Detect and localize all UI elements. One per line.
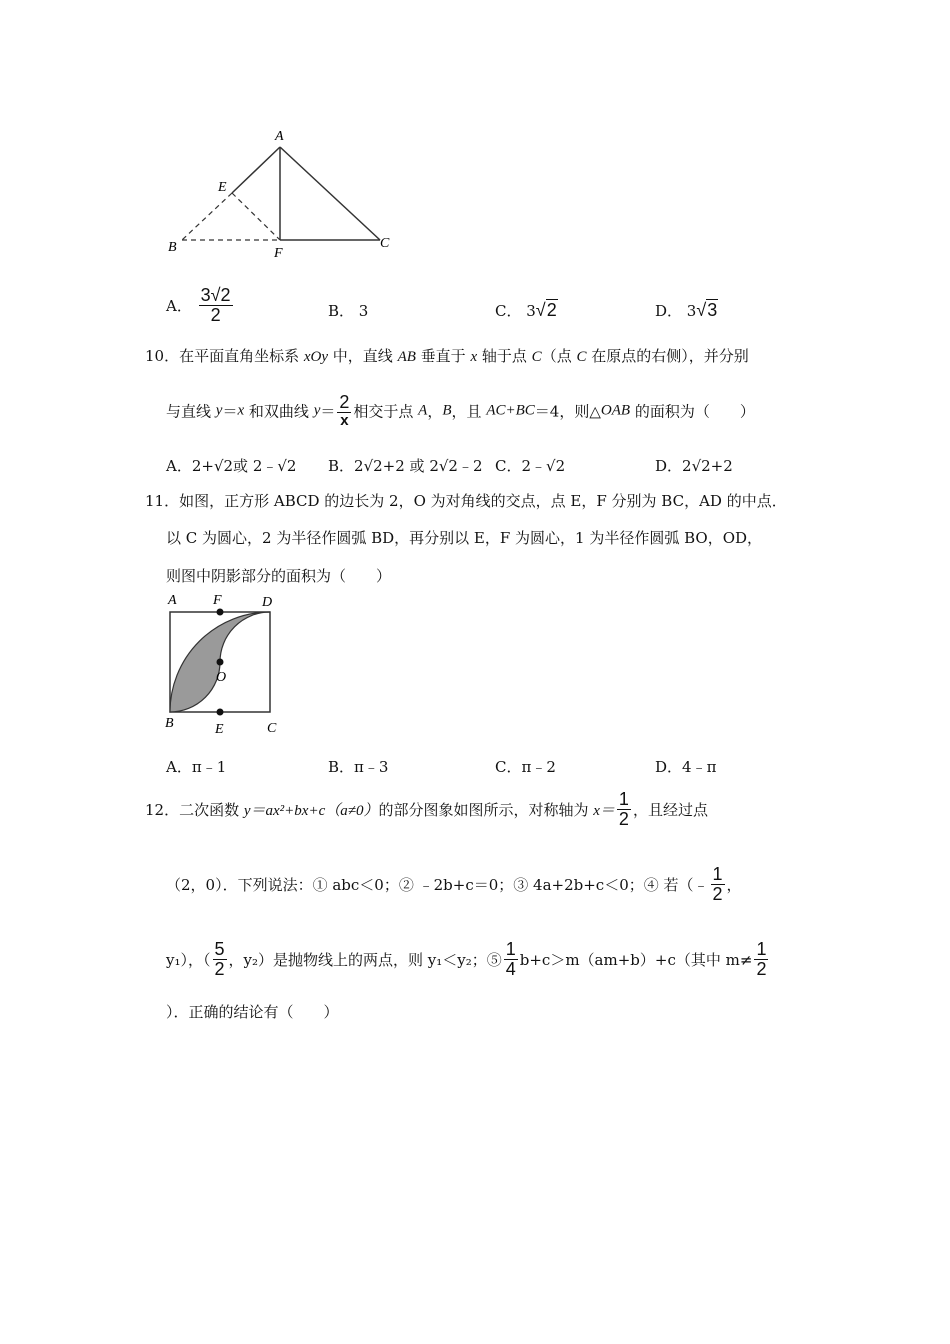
question-number: 10． [145, 347, 180, 365]
text: ，y₂）是抛物线上的两点，则 y₁＜y₂；⑤ [228, 950, 502, 969]
math: OAB [600, 402, 631, 419]
denominator: 2 [214, 958, 225, 979]
q9-option-a [166, 286, 235, 325]
q9-option-b: B． 3 [328, 302, 369, 320]
text: 垂直于 [415, 347, 471, 365]
text: 与直线 [166, 402, 216, 421]
q11-option-a: A．π﹣1 [166, 758, 227, 776]
q12-line-3 [166, 940, 770, 979]
q9-option-d-label: D． 3 [655, 302, 697, 320]
denominator: 4 [505, 958, 516, 979]
label-C: C [267, 721, 277, 736]
denominator: 2 [756, 958, 767, 979]
text: （点 [541, 347, 577, 365]
fraction [504, 940, 518, 979]
math: y [215, 402, 223, 419]
label-B: B [165, 716, 174, 731]
text: 的部分图象如图所示，对称轴为 [378, 800, 594, 819]
text: 在平面直角坐标系 [179, 347, 304, 365]
text: 12．二次函数 [145, 800, 244, 819]
square-arc-figure [160, 590, 290, 740]
sqrt-symbol: √ [696, 300, 707, 320]
q11-line-1: 11．如图，正方形 ABCD 的边长为 2，O 为对角线的交点，点 E，F 分别为 BC，AD 的中点． [145, 492, 787, 510]
text: 在原点的右侧），并分别 [586, 347, 749, 365]
label-C: C [380, 236, 390, 251]
math: y [313, 402, 321, 419]
fraction [754, 940, 768, 979]
label-F: F [274, 246, 283, 261]
text: ＝4，则△ [534, 402, 601, 421]
text: ， [427, 402, 443, 421]
q10-option-a: A．2+√2或 2﹣√2 [166, 457, 297, 475]
text: b+c＞m（am+b）+c（其中 m≠ [519, 950, 753, 969]
q9-option-d [655, 300, 718, 321]
denominator: 2 [712, 883, 723, 904]
math: AC+BC [486, 402, 535, 419]
q9-option-a-label: A． [166, 296, 192, 315]
q11-option-d: D．4﹣π [655, 758, 717, 776]
label-E: E [215, 722, 224, 737]
text: ， [726, 875, 742, 894]
math: x [470, 349, 478, 365]
numerator: 1 [505, 939, 516, 959]
q9-option-a-fraction [199, 286, 233, 325]
math: y＝ax²+bx+c（a≠0） [243, 802, 379, 819]
text: 的面积为（ ） [630, 402, 755, 421]
numerator: 1 [712, 864, 723, 884]
text: 相交于点 [353, 402, 419, 421]
text: y₁），（ [166, 950, 211, 969]
q12-line-4: ）．正确的结论有（ ） [166, 1003, 339, 1021]
numerator: 1 [618, 789, 629, 809]
q9-option-a-numerator: 3√2 [200, 285, 231, 305]
text: ，且经过点 [632, 800, 708, 819]
math: x＝ [593, 802, 615, 819]
text: ＝ [320, 402, 336, 421]
math: AB [397, 349, 416, 365]
q10-line-2 [166, 393, 755, 429]
math: A [418, 402, 428, 419]
q11-line-3: 则图中阴影部分的面积为（ ） [166, 567, 392, 585]
q9-option-c-radicand: 2 [546, 300, 557, 320]
label-F: F [213, 593, 222, 608]
triangle-figure [160, 125, 400, 265]
fraction [711, 865, 725, 904]
numerator: 1 [756, 939, 767, 959]
text: ，且 [451, 402, 487, 421]
q11-option-b: B．π﹣3 [328, 758, 389, 776]
label-B: B [168, 240, 177, 255]
text: （2，0）．下列说法：① [166, 875, 333, 894]
text: ＝ [222, 402, 238, 421]
q10-option-c: C．2﹣√2 [495, 457, 566, 475]
q10-option-b: B．2√2+2 或 2√2﹣2 [328, 457, 483, 475]
fraction [213, 940, 227, 979]
denominator: 2 [618, 808, 629, 829]
q9-option-a-denominator: 2 [199, 305, 233, 325]
math: C [531, 349, 542, 365]
math: x [237, 402, 245, 419]
q9-option-c-label: C． 3 [495, 302, 536, 320]
label-A: A [275, 129, 284, 144]
numerator: 2 [339, 392, 350, 412]
text: 轴于点 [477, 347, 532, 365]
math: xOy [303, 349, 329, 365]
q12-line-1 [145, 790, 708, 829]
q11-line-2: 以 C 为圆心，2 为半径作圆弧 BD，再分别以 E，F 为圆心，1 为半径作圆弧 BO，OD， [166, 529, 763, 547]
fraction [337, 393, 351, 429]
label-E: E [218, 180, 227, 195]
text: 中，直线 [328, 347, 398, 365]
q10-line-1 [145, 345, 749, 366]
sqrt-symbol: √ [535, 300, 546, 320]
q11-option-c: C．π﹣2 [495, 758, 556, 776]
label-O: O [216, 670, 227, 685]
numerator: 5 [214, 939, 225, 959]
math: B [442, 402, 452, 419]
q10-option-d: D．2√2+2 [655, 457, 733, 475]
text: abc＜0；② ﹣2b+c＝0；③ 4a+2b+c＜0；④ 若（﹣ [332, 875, 709, 894]
fraction [617, 790, 631, 829]
q9-option-c [495, 300, 558, 321]
label-A: A [168, 593, 177, 608]
math: C [576, 349, 587, 365]
text: 和双曲线 [244, 402, 314, 421]
denominator: x [337, 412, 351, 429]
q12-line-2 [166, 865, 742, 904]
q9-option-d-radicand: 3 [707, 300, 718, 320]
label-D: D [262, 595, 273, 610]
